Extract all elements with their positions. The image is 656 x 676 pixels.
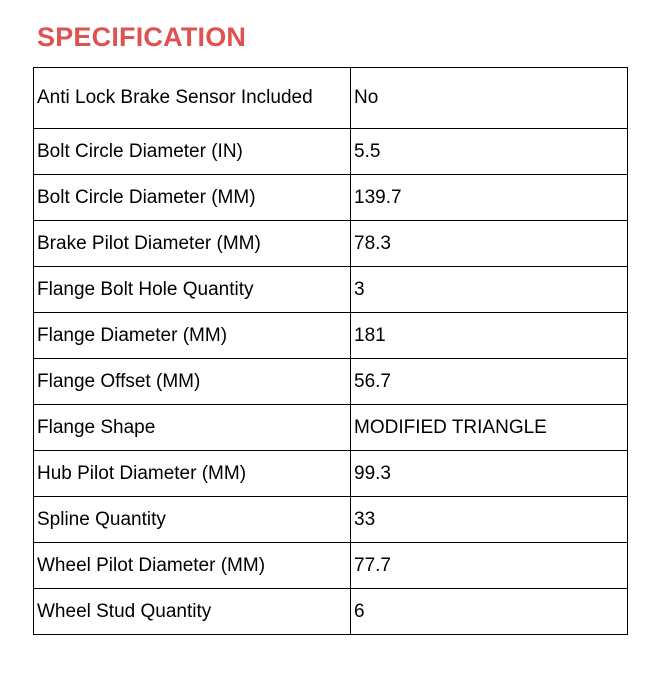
spec-label: Flange Offset (MM) xyxy=(34,359,351,405)
spec-label: Flange Bolt Hole Quantity xyxy=(34,267,351,313)
spec-row xyxy=(34,175,628,221)
spec-value: 78.3 xyxy=(351,221,628,267)
spec-title: SPECIFICATION xyxy=(37,22,247,52)
spec-label: Flange Diameter (MM) xyxy=(34,313,351,359)
spec-label: Bolt Circle Diameter (IN) xyxy=(34,129,351,175)
spec-value: 5.5 xyxy=(351,129,628,175)
spec-table xyxy=(33,67,628,635)
spec-value: 181 xyxy=(351,313,628,359)
spec-row xyxy=(34,313,628,359)
spec-row xyxy=(34,221,628,267)
spec-row xyxy=(34,497,628,543)
spec-label: Bolt Circle Diameter (MM) xyxy=(34,175,351,221)
spec-row xyxy=(34,589,628,635)
spec-value: 77.7 xyxy=(351,543,628,589)
spec-value: 56.7 xyxy=(351,359,628,405)
spec-row xyxy=(34,543,628,589)
spec-row xyxy=(34,267,628,313)
spec-label: Flange Shape xyxy=(34,405,351,451)
spec-label: Brake Pilot Diameter (MM) xyxy=(34,221,351,267)
spec-label: Hub Pilot Diameter (MM) xyxy=(34,451,351,497)
spec-row xyxy=(34,129,628,175)
spec-value: 33 xyxy=(351,497,628,543)
spec-value: 3 xyxy=(351,267,628,313)
spec-value: 99.3 xyxy=(351,451,628,497)
spec-row xyxy=(34,405,628,451)
spec-label: Spline Quantity xyxy=(34,497,351,543)
spec-value: MODIFIED TRIANGLE xyxy=(351,405,628,451)
spec-label: Anti Lock Brake Sensor Included xyxy=(34,68,351,129)
spec-value: 6 xyxy=(351,589,628,635)
spec-value: No xyxy=(351,68,628,129)
spec-value: 139.7 xyxy=(351,175,628,221)
spec-row xyxy=(34,68,628,129)
spec-row xyxy=(34,359,628,405)
spec-label: Wheel Stud Quantity xyxy=(34,589,351,635)
spec-row xyxy=(34,451,628,497)
spec-label: Wheel Pilot Diameter (MM) xyxy=(34,543,351,589)
